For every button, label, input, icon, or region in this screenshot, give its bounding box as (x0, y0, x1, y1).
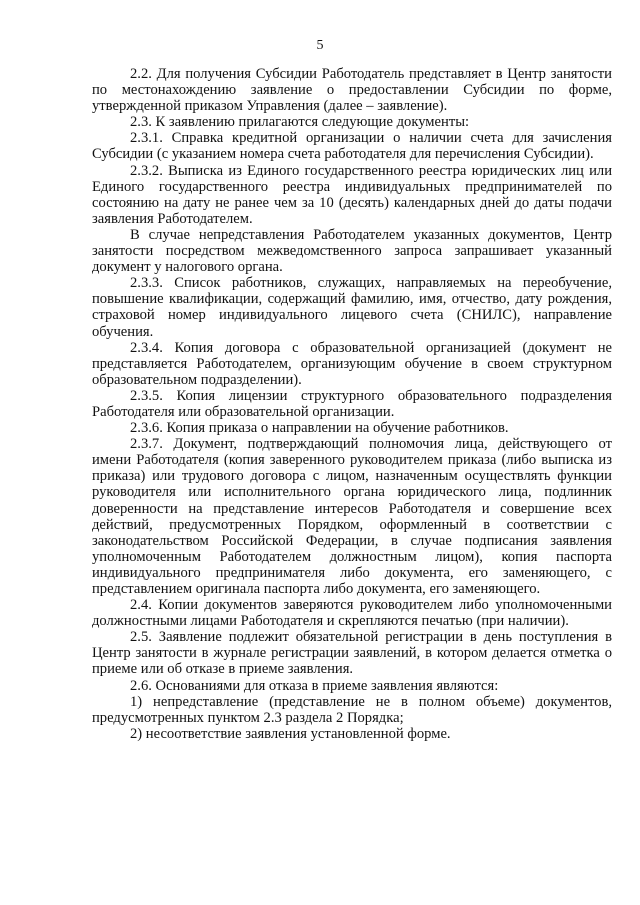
paragraph-2-5: 2.5. Заявление подлежит обязательной регистрации в день поступления в Центр занятости в журнале регистрации заявлений, в котором делается отметка о приеме или об отказе в приеме заявления. (92, 629, 612, 678)
paragraph-non-submission: В случае непредставления Работодателем указанных документов, Центр занятости посредством межведомственного запроса запрашивает указанный документ у налогового органа. (92, 226, 612, 276)
paragraph-2-3-1: 2.3.1. Справка кредитной организации о наличии счета для зачисления Субсидии (с указанием номера счета работодателя для перечисления Субсидии). (92, 130, 612, 163)
list-item-2: 2) несоответствие заявления установленной форме. (130, 725, 451, 742)
document-body (92, 66, 612, 742)
paragraph-2-3-5: 2.3.5. Копия лицензии структурного образовательного подразделения Работодателя или образовательной организации. (92, 387, 612, 420)
paragraph-2-4: 2.4. Копии документов заверяются руководителем либо уполномоченными должностными лицами Работодателя и скрепляются печатью (при наличии). (92, 597, 612, 630)
paragraph-2-3-7: 2.3.7. Документ, подтверждающий полномочия лица, действующего от имени Работодателя (копия заверенного руководителем приказа (либо выписка из приказа) или трудового договора с лицом, назначенным осуществлять функции руководителя или исполнительного органа юридического лица, подлинник доверенности на представление интересов Работодателя и совершение всех действий, предусмотренных Порядком, оформленный в соответствии с законодательством Российской Федерации, в случае подписания заявления уполномоченным Работодателем должностным лицом), копия паспорта индивидуального предпринимателя либо документа, его заменяющего, с представлением оригинала паспорта либо документа, его заменяющего. (92, 436, 612, 597)
paragraph-2-3-6: 2.3.6. Копия приказа о направлении на обучение работников. (130, 420, 509, 437)
paragraph-2-3-3: 2.3.3. Список работников, служащих, направляемых на переобучение, повышение квалификации, содержащий фамилию, имя, отчество, дату рождения, страховой номер индивидуального лицевого счета (СНИЛС), направление обучения. (92, 275, 612, 340)
list-item-1: 1) непредставление (представление не в полном объеме) документов, предусмотренных пунктом 2.3 раздела 2 Порядка; (92, 693, 612, 726)
paragraph-2-3: 2.3. К заявлению прилагаются следующие документы: (130, 114, 470, 131)
paragraph-2-2: 2.2. Для получения Субсидии Работодатель представляет в Центр занятости по местонахождению заявление о предоставлении Субсидии по форме, утвержденной приказом Управления (далее – заявление). (92, 66, 612, 115)
page-number: 5 (316, 38, 324, 53)
paragraph-2-3-2: 2.3.2. Выписка из Единого государственного реестра юридических лиц или Единого государственного реестра индивидуальных предпринимателей по состоянию на дату не ранее чем за 10 (десять) календарных дней до даты подачи заявления Работодателем. (92, 162, 612, 227)
paragraph-2-6: 2.6. Основаниями для отказа в приеме заявления являются: (130, 677, 499, 694)
paragraph-2-3-4: 2.3.4. Копия договора с образовательной организацией (документ не представляется Работодателем, организующим обучение в своем структурном образовательном подразделении). (92, 339, 612, 388)
